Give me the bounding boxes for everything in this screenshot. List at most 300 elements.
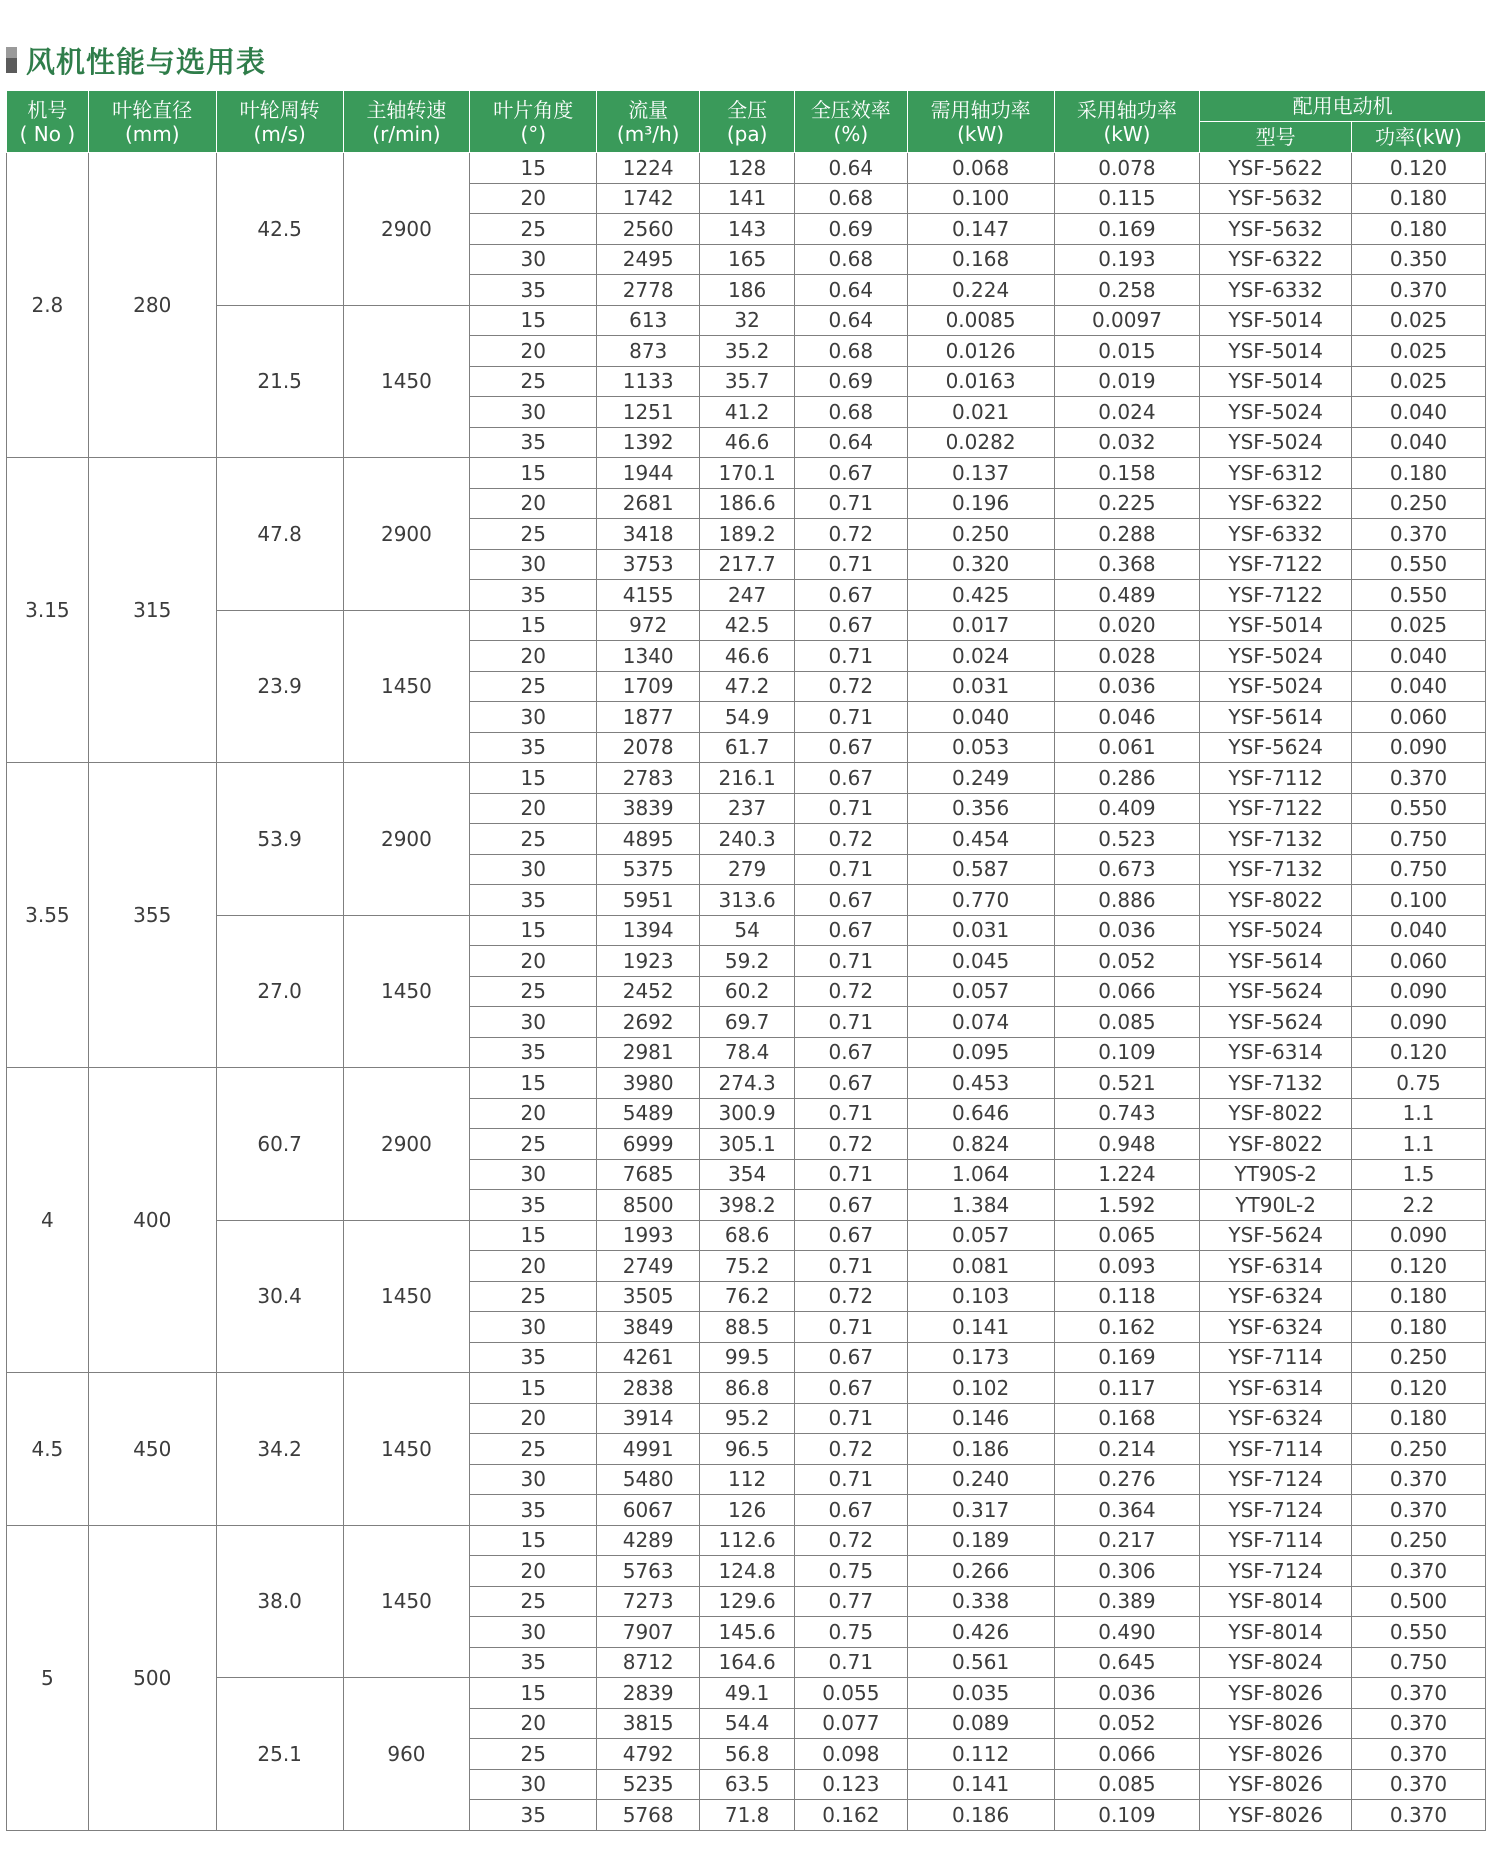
adopted-power-cell: 0.115: [1054, 183, 1200, 214]
pressure-cell: 78.4: [700, 1037, 795, 1068]
title-bar: [6, 38, 266, 82]
pressure-cell: 71.8: [700, 1800, 795, 1831]
efficiency-cell: 0.71: [795, 488, 908, 519]
efficiency-cell: 0.71: [795, 946, 908, 977]
pressure-cell: 217.7: [700, 549, 795, 580]
flow-cell: 2452: [597, 976, 700, 1007]
impeller-diameter-cell: 315: [88, 458, 216, 763]
motor-model-cell: YSF-7132: [1200, 824, 1352, 855]
motor-model-cell: YSF-8014: [1200, 1617, 1352, 1648]
required-power-cell: 0.240: [907, 1464, 1054, 1495]
table-row: [7, 153, 1486, 184]
motor-model-cell: YSF-5024: [1200, 915, 1352, 946]
machine-no-cell: 2.8: [7, 153, 89, 458]
required-power-cell: 0.646: [907, 1098, 1054, 1129]
required-power-cell: 0.040: [907, 702, 1054, 733]
efficiency-cell: 0.123: [795, 1769, 908, 1800]
pressure-cell: 32: [700, 305, 795, 336]
efficiency-cell: 0.67: [795, 1342, 908, 1373]
motor-model-cell: YSF-6322: [1200, 244, 1352, 275]
adopted-power-cell: 0.490: [1054, 1617, 1200, 1648]
motor-model-cell: YSF-5024: [1200, 671, 1352, 702]
table-row: [7, 458, 1486, 489]
motor-model-cell: YSF-7114: [1200, 1342, 1352, 1373]
motor-model-cell: YSF-8022: [1200, 1129, 1352, 1160]
pressure-cell: 313.6: [700, 885, 795, 916]
required-power-cell: 0.338: [907, 1586, 1054, 1617]
required-power-cell: 0.224: [907, 275, 1054, 306]
motor-model-cell: YSF-6332: [1200, 519, 1352, 550]
blade-angle-cell: 30: [470, 1312, 597, 1343]
required-power-cell: 0.017: [907, 610, 1054, 641]
efficiency-cell: 0.67: [795, 580, 908, 611]
flow-cell: 2078: [597, 732, 700, 763]
required-power-cell: 0.141: [907, 1769, 1054, 1800]
flow-cell: 2749: [597, 1251, 700, 1282]
table-row: [7, 763, 1486, 794]
flow-cell: 2495: [597, 244, 700, 275]
blade-angle-cell: 35: [470, 1190, 597, 1221]
required-power-cell: 0.587: [907, 854, 1054, 885]
required-power-cell: 0.189: [907, 1525, 1054, 1556]
motor-model-cell: YSF-7124: [1200, 1464, 1352, 1495]
adopted-power-cell: 1.592: [1054, 1190, 1200, 1221]
adopted-power-cell: 0.052: [1054, 1708, 1200, 1739]
required-power-cell: 0.146: [907, 1403, 1054, 1434]
header-speed: 主轴转速 (r/min): [343, 91, 470, 153]
motor-power-cell: 0.180: [1352, 214, 1486, 245]
motor-model-cell: YSF-5632: [1200, 214, 1352, 245]
motor-power-cell: 0.550: [1352, 793, 1486, 824]
efficiency-cell: 0.64: [795, 275, 908, 306]
flow-cell: 5489: [597, 1098, 700, 1129]
table-row: [7, 305, 1486, 336]
pressure-cell: 76.2: [700, 1281, 795, 1312]
header-motor-model: 型号: [1200, 122, 1352, 153]
required-power-cell: 0.031: [907, 671, 1054, 702]
pressure-cell: 68.6: [700, 1220, 795, 1251]
flow-cell: 3849: [597, 1312, 700, 1343]
motor-model-cell: YSF-5624: [1200, 1007, 1352, 1038]
pressure-cell: 54.9: [700, 702, 795, 733]
adopted-power-cell: 0.364: [1054, 1495, 1200, 1526]
blade-angle-cell: 30: [470, 549, 597, 580]
pressure-cell: 47.2: [700, 671, 795, 702]
title-marker-icon: [6, 47, 17, 73]
motor-model-cell: YSF-5624: [1200, 732, 1352, 763]
blade-angle-cell: 15: [470, 1220, 597, 1251]
blade-angle-cell: 35: [470, 1495, 597, 1526]
efficiency-cell: 0.64: [795, 153, 908, 184]
required-power-cell: 0.320: [907, 549, 1054, 580]
motor-power-cell: 0.100: [1352, 885, 1486, 916]
motor-power-cell: 0.040: [1352, 671, 1486, 702]
pressure-cell: 170.1: [700, 458, 795, 489]
motor-model-cell: YSF-5614: [1200, 946, 1352, 977]
pressure-cell: 128: [700, 153, 795, 184]
motor-power-cell: 0.500: [1352, 1586, 1486, 1617]
shaft-speed-cell: 1450: [343, 1373, 470, 1526]
efficiency-cell: 0.098: [795, 1739, 908, 1770]
shaft-speed-cell: 2900: [343, 1068, 470, 1221]
adopted-power-cell: 0.673: [1054, 854, 1200, 885]
flow-cell: 1340: [597, 641, 700, 672]
motor-model-cell: YSF-6314: [1200, 1251, 1352, 1282]
motor-power-cell: 0.120: [1352, 1373, 1486, 1404]
pressure-cell: 96.5: [700, 1434, 795, 1465]
flow-cell: 5951: [597, 885, 700, 916]
pressure-cell: 126: [700, 1495, 795, 1526]
pressure-cell: 300.9: [700, 1098, 795, 1129]
pressure-cell: 247: [700, 580, 795, 611]
efficiency-cell: 0.72: [795, 671, 908, 702]
pressure-cell: 216.1: [700, 763, 795, 794]
blade-angle-cell: 30: [470, 854, 597, 885]
adopted-power-cell: 0.288: [1054, 519, 1200, 550]
flow-cell: 4289: [597, 1525, 700, 1556]
blade-angle-cell: 35: [470, 1342, 597, 1373]
efficiency-cell: 0.67: [795, 1068, 908, 1099]
blade-angle-cell: 15: [470, 1373, 597, 1404]
adopted-power-cell: 0.409: [1054, 793, 1200, 824]
header-no: 机号 ( No ): [7, 91, 89, 153]
blade-angle-cell: 20: [470, 1098, 597, 1129]
required-power-cell: 0.024: [907, 641, 1054, 672]
efficiency-cell: 0.67: [795, 1495, 908, 1526]
blade-angle-cell: 25: [470, 671, 597, 702]
flow-cell: 4155: [597, 580, 700, 611]
motor-power-cell: 0.090: [1352, 1007, 1486, 1038]
motor-model-cell: YSF-6322: [1200, 488, 1352, 519]
blade-angle-cell: 30: [470, 702, 597, 733]
motor-power-cell: 0.090: [1352, 732, 1486, 763]
pressure-cell: 54.4: [700, 1708, 795, 1739]
adopted-power-cell: 0.225: [1054, 488, 1200, 519]
required-power-cell: 0.173: [907, 1342, 1054, 1373]
efficiency-cell: 0.75: [795, 1617, 908, 1648]
motor-power-cell: 0.550: [1352, 580, 1486, 611]
blade-angle-cell: 35: [470, 885, 597, 916]
flow-cell: 1923: [597, 946, 700, 977]
motor-power-cell: 0.250: [1352, 488, 1486, 519]
motor-model-cell: YSF-5614: [1200, 702, 1352, 733]
motor-power-cell: 0.750: [1352, 824, 1486, 855]
motor-model-cell: YSF-5024: [1200, 427, 1352, 458]
pressure-cell: 99.5: [700, 1342, 795, 1373]
tip-speed-cell: 38.0: [216, 1525, 343, 1678]
motor-power-cell: 0.370: [1352, 1464, 1486, 1495]
flow-cell: 5763: [597, 1556, 700, 1587]
blade-angle-cell: 35: [470, 732, 597, 763]
flow-cell: 2560: [597, 214, 700, 245]
blade-angle-cell: 15: [470, 1678, 597, 1709]
motor-power-cell: 0.025: [1352, 366, 1486, 397]
blade-angle-cell: 30: [470, 397, 597, 428]
tip-speed-cell: 27.0: [216, 915, 343, 1068]
pressure-cell: 54: [700, 915, 795, 946]
motor-power-cell: 0.040: [1352, 915, 1486, 946]
adopted-power-cell: 0.286: [1054, 763, 1200, 794]
required-power-cell: 0.425: [907, 580, 1054, 611]
blade-angle-cell: 25: [470, 824, 597, 855]
required-power-cell: 0.186: [907, 1434, 1054, 1465]
table-row: [7, 1068, 1486, 1099]
flow-cell: 2981: [597, 1037, 700, 1068]
motor-model-cell: YT90L-2: [1200, 1190, 1352, 1221]
header-motor: 配用电动机: [1200, 91, 1486, 122]
header-tip-speed: 叶轮周转 (m/s): [216, 91, 343, 153]
motor-power-cell: 0.550: [1352, 549, 1486, 580]
motor-power-cell: 0.370: [1352, 1556, 1486, 1587]
motor-power-cell: 0.370: [1352, 1800, 1486, 1831]
motor-model-cell: YSF-7114: [1200, 1434, 1352, 1465]
header-angle: 叶片角度 (°): [470, 91, 597, 153]
required-power-cell: 0.057: [907, 976, 1054, 1007]
efficiency-cell: 0.72: [795, 824, 908, 855]
header-motor-power: 功率(kW): [1352, 122, 1486, 153]
motor-model-cell: YSF-5024: [1200, 641, 1352, 672]
efficiency-cell: 0.71: [795, 1403, 908, 1434]
motor-model-cell: YSF-7114: [1200, 1525, 1352, 1556]
efficiency-cell: 0.71: [795, 793, 908, 824]
adopted-power-cell: 0.085: [1054, 1007, 1200, 1038]
pressure-cell: 56.8: [700, 1739, 795, 1770]
blade-angle-cell: 15: [470, 305, 597, 336]
adopted-power-cell: 0.046: [1054, 702, 1200, 733]
flow-cell: 1392: [597, 427, 700, 458]
required-power-cell: 0.356: [907, 793, 1054, 824]
tip-speed-cell: 53.9: [216, 763, 343, 916]
required-power-cell: 0.168: [907, 244, 1054, 275]
efficiency-cell: 0.67: [795, 1373, 908, 1404]
adopted-power-cell: 0.061: [1054, 732, 1200, 763]
blade-angle-cell: 35: [470, 275, 597, 306]
required-power-cell: 0.561: [907, 1647, 1054, 1678]
impeller-diameter-cell: 500: [88, 1525, 216, 1830]
motor-model-cell: YSF-6332: [1200, 275, 1352, 306]
shaft-speed-cell: 2900: [343, 763, 470, 916]
blade-angle-cell: 30: [470, 244, 597, 275]
efficiency-cell: 0.67: [795, 732, 908, 763]
motor-power-cell: 0.370: [1352, 1739, 1486, 1770]
pressure-cell: 237: [700, 793, 795, 824]
adopted-power-cell: 0.036: [1054, 1678, 1200, 1709]
table-row: [7, 915, 1486, 946]
required-power-cell: 0.089: [907, 1708, 1054, 1739]
tip-speed-cell: 23.9: [216, 610, 343, 763]
motor-power-cell: 0.120: [1352, 153, 1486, 184]
motor-power-cell: 0.060: [1352, 702, 1486, 733]
shaft-speed-cell: 2900: [343, 458, 470, 611]
impeller-diameter-cell: 280: [88, 153, 216, 458]
pressure-cell: 274.3: [700, 1068, 795, 1099]
motor-model-cell: YSF-7124: [1200, 1495, 1352, 1526]
pressure-cell: 95.2: [700, 1403, 795, 1434]
flow-cell: 2839: [597, 1678, 700, 1709]
flow-cell: 2838: [597, 1373, 700, 1404]
pressure-cell: 61.7: [700, 732, 795, 763]
flow-cell: 3753: [597, 549, 700, 580]
flow-cell: 3815: [597, 1708, 700, 1739]
motor-power-cell: 0.025: [1352, 336, 1486, 367]
pressure-cell: 186: [700, 275, 795, 306]
motor-model-cell: YSF-8026: [1200, 1769, 1352, 1800]
efficiency-cell: 0.67: [795, 885, 908, 916]
efficiency-cell: 0.72: [795, 1434, 908, 1465]
motor-model-cell: YSF-6314: [1200, 1373, 1352, 1404]
required-power-cell: 0.250: [907, 519, 1054, 550]
shaft-speed-cell: 1450: [343, 1525, 470, 1678]
motor-model-cell: YT90S-2: [1200, 1159, 1352, 1190]
efficiency-cell: 0.077: [795, 1708, 908, 1739]
motor-model-cell: YSF-5624: [1200, 1220, 1352, 1251]
flow-cell: 1251: [597, 397, 700, 428]
motor-power-cell: 0.370: [1352, 519, 1486, 550]
machine-no-cell: 3.55: [7, 763, 89, 1068]
motor-power-cell: 1.1: [1352, 1129, 1486, 1160]
pressure-cell: 46.6: [700, 641, 795, 672]
motor-power-cell: 0.370: [1352, 275, 1486, 306]
flow-cell: 8712: [597, 1647, 700, 1678]
flow-cell: 3914: [597, 1403, 700, 1434]
motor-power-cell: 0.180: [1352, 183, 1486, 214]
tip-speed-cell: 47.8: [216, 458, 343, 611]
efficiency-cell: 0.67: [795, 1190, 908, 1221]
flow-cell: 1993: [597, 1220, 700, 1251]
tip-speed-cell: 30.4: [216, 1220, 343, 1373]
blade-angle-cell: 35: [470, 580, 597, 611]
adopted-power-cell: 0.489: [1054, 580, 1200, 611]
motor-model-cell: YSF-6324: [1200, 1312, 1352, 1343]
efficiency-cell: 0.71: [795, 1647, 908, 1678]
flow-cell: 5768: [597, 1800, 700, 1831]
required-power-cell: 1.064: [907, 1159, 1054, 1190]
efficiency-cell: 0.72: [795, 1281, 908, 1312]
required-power-cell: 0.045: [907, 946, 1054, 977]
blade-angle-cell: 30: [470, 1007, 597, 1038]
efficiency-cell: 0.71: [795, 702, 908, 733]
flow-cell: 613: [597, 305, 700, 336]
shaft-speed-cell: 1450: [343, 305, 470, 458]
blade-angle-cell: 35: [470, 1800, 597, 1831]
efficiency-cell: 0.72: [795, 976, 908, 1007]
machine-no-cell: 3.15: [7, 458, 89, 763]
motor-model-cell: YSF-6324: [1200, 1403, 1352, 1434]
flow-cell: 1133: [597, 366, 700, 397]
adopted-power-cell: 1.224: [1054, 1159, 1200, 1190]
required-power-cell: 0.021: [907, 397, 1054, 428]
efficiency-cell: 0.77: [795, 1586, 908, 1617]
pressure-cell: 164.6: [700, 1647, 795, 1678]
tip-speed-cell: 21.5: [216, 305, 343, 458]
motor-model-cell: YSF-5622: [1200, 153, 1352, 184]
efficiency-cell: 0.67: [795, 763, 908, 794]
motor-model-cell: YSF-8026: [1200, 1739, 1352, 1770]
adopted-power-cell: 0.093: [1054, 1251, 1200, 1282]
adopted-power-cell: 0.065: [1054, 1220, 1200, 1251]
tip-speed-cell: 34.2: [216, 1373, 343, 1526]
motor-model-cell: YSF-5014: [1200, 305, 1352, 336]
blade-angle-cell: 35: [470, 1647, 597, 1678]
adopted-power-cell: 0.066: [1054, 1739, 1200, 1770]
blade-angle-cell: 25: [470, 519, 597, 550]
efficiency-cell: 0.71: [795, 1007, 908, 1038]
efficiency-cell: 0.67: [795, 610, 908, 641]
adopted-power-cell: 0.169: [1054, 1342, 1200, 1373]
motor-power-cell: 0.090: [1352, 1220, 1486, 1251]
flow-cell: 3418: [597, 519, 700, 550]
blade-angle-cell: 30: [470, 1617, 597, 1648]
pressure-cell: 35.7: [700, 366, 795, 397]
tip-speed-cell: 60.7: [216, 1068, 343, 1221]
efficiency-cell: 0.162: [795, 1800, 908, 1831]
blade-angle-cell: 25: [470, 214, 597, 245]
adopted-power-cell: 0.032: [1054, 427, 1200, 458]
shaft-speed-cell: 1450: [343, 1220, 470, 1373]
motor-model-cell: YSF-6324: [1200, 1281, 1352, 1312]
flow-cell: 4792: [597, 1739, 700, 1770]
blade-angle-cell: 20: [470, 336, 597, 367]
adopted-power-cell: 0.085: [1054, 1769, 1200, 1800]
motor-power-cell: 0.120: [1352, 1251, 1486, 1282]
pressure-cell: 186.6: [700, 488, 795, 519]
motor-power-cell: 0.180: [1352, 1281, 1486, 1312]
blade-angle-cell: 25: [470, 1434, 597, 1465]
efficiency-cell: 0.72: [795, 519, 908, 550]
flow-cell: 3980: [597, 1068, 700, 1099]
efficiency-cell: 0.67: [795, 1037, 908, 1068]
motor-model-cell: YSF-7132: [1200, 854, 1352, 885]
required-power-cell: 0.0126: [907, 336, 1054, 367]
adopted-power-cell: 0.024: [1054, 397, 1200, 428]
efficiency-cell: 0.71: [795, 1312, 908, 1343]
required-power-cell: 0.081: [907, 1251, 1054, 1282]
adopted-power-cell: 0.078: [1054, 153, 1200, 184]
adopted-power-cell: 0.036: [1054, 915, 1200, 946]
shaft-speed-cell: 1450: [343, 915, 470, 1068]
blade-angle-cell: 25: [470, 1739, 597, 1770]
adopted-power-cell: 0.214: [1054, 1434, 1200, 1465]
flow-cell: 1877: [597, 702, 700, 733]
machine-no-cell: 4: [7, 1068, 89, 1373]
impeller-diameter-cell: 450: [88, 1373, 216, 1526]
fan-performance-table: [6, 90, 1486, 1831]
blade-angle-cell: 15: [470, 763, 597, 794]
efficiency-cell: 0.71: [795, 549, 908, 580]
adopted-power-cell: 0.020: [1054, 610, 1200, 641]
motor-model-cell: YSF-5014: [1200, 610, 1352, 641]
motor-model-cell: YSF-7122: [1200, 793, 1352, 824]
motor-power-cell: 0.090: [1352, 976, 1486, 1007]
motor-model-cell: YSF-5014: [1200, 336, 1352, 367]
blade-angle-cell: 25: [470, 1281, 597, 1312]
required-power-cell: 0.112: [907, 1739, 1054, 1770]
pressure-cell: 42.5: [700, 610, 795, 641]
efficiency-cell: 0.67: [795, 1220, 908, 1251]
adopted-power-cell: 0.052: [1054, 946, 1200, 977]
adopted-power-cell: 0.162: [1054, 1312, 1200, 1343]
flow-cell: 3839: [597, 793, 700, 824]
shaft-speed-cell: 960: [343, 1678, 470, 1831]
required-power-cell: 0.196: [907, 488, 1054, 519]
flow-cell: 4991: [597, 1434, 700, 1465]
blade-angle-cell: 20: [470, 793, 597, 824]
motor-model-cell: YSF-8014: [1200, 1586, 1352, 1617]
motor-power-cell: 0.250: [1352, 1525, 1486, 1556]
required-power-cell: 0.249: [907, 763, 1054, 794]
blade-angle-cell: 15: [470, 1068, 597, 1099]
blade-angle-cell: 15: [470, 1525, 597, 1556]
